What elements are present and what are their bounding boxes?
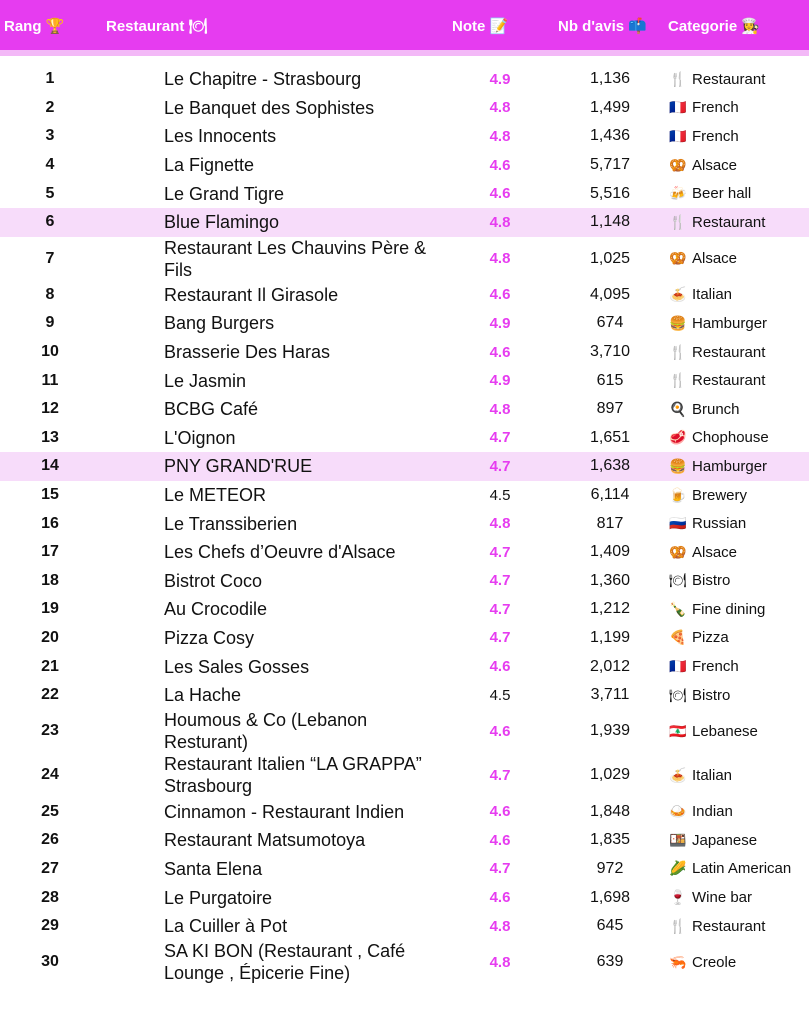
category-cell	[669, 855, 809, 884]
category-cell	[669, 237, 809, 281]
rating-cell: 4.9	[489, 372, 511, 390]
restaurant-name[interactable]: SA KI BON (Restaurant , Café Lounge , Épicerie Fine)	[164, 941, 406, 984]
rating-cell: 4.6	[489, 722, 511, 740]
table-row[interactable]	[0, 281, 809, 310]
category-icon: 🍱	[669, 831, 687, 848]
review-count: 1,638	[589, 457, 631, 475]
category-label: Brunch	[692, 400, 740, 418]
header-note[interactable]: Note 📝	[452, 18, 509, 35]
category-cell	[669, 753, 809, 797]
category-label: Restaurant	[692, 917, 766, 935]
restaurant-name[interactable]: Les Sales Gosses	[164, 656, 310, 677]
rank-cell: 16	[41, 514, 59, 532]
rank-cell: 23	[41, 722, 59, 740]
table-row[interactable]	[0, 509, 809, 538]
category-cell	[669, 624, 809, 653]
rating-cell: 4.6	[489, 889, 511, 907]
rating-cell: 4.8	[489, 250, 511, 268]
review-count: 5,516	[589, 184, 631, 202]
rank-cell: 18	[41, 571, 59, 589]
restaurant-name[interactable]: Bang Burgers	[164, 313, 275, 334]
category-label: Hamburger	[692, 314, 768, 332]
category-icon: 🦐	[669, 953, 687, 970]
review-count: 615	[596, 371, 624, 389]
review-count: 1,409	[589, 543, 631, 561]
table-row[interactable]	[0, 338, 809, 367]
category-label: Russian	[692, 515, 747, 533]
category-label: Bistro	[692, 686, 731, 704]
category-cell	[669, 481, 809, 510]
category-icon: 🍕	[669, 629, 687, 646]
table-row[interactable]	[0, 424, 809, 453]
restaurant-name[interactable]: Cinnamon - Restaurant Indien	[164, 801, 405, 822]
category-label: Wine bar	[692, 889, 753, 907]
category-label: Restaurant	[692, 70, 766, 88]
table-row[interactable]	[0, 179, 809, 208]
rating-cell: 4.6	[489, 185, 511, 203]
review-count: 2,012	[589, 657, 631, 675]
category-icon: 🇫🇷	[669, 99, 687, 116]
category-label: Italian	[692, 286, 733, 304]
restaurant-name[interactable]: Les Innocents	[164, 126, 277, 147]
category-cell	[669, 709, 809, 753]
rating-cell: 4.8	[489, 515, 511, 533]
category-cell	[669, 538, 809, 567]
category-cell	[669, 281, 809, 310]
rating-cell: 4.7	[489, 457, 511, 475]
rating-cell: 4.7	[489, 572, 511, 590]
rank-cell: 24	[41, 766, 59, 784]
rating-cell: 4.7	[489, 600, 511, 618]
review-count: 639	[596, 953, 624, 971]
review-count: 817	[596, 514, 624, 532]
category-cell	[669, 509, 809, 538]
rating-cell: 4.6	[489, 658, 511, 676]
table-row[interactable]	[0, 797, 809, 826]
category-cell	[669, 65, 809, 94]
restaurant-name[interactable]: Au Crocodile	[164, 599, 268, 620]
table-row[interactable]	[0, 912, 809, 941]
review-count: 1,848	[589, 802, 631, 820]
rank-cell: 15	[41, 486, 59, 504]
category-cell	[669, 883, 809, 912]
review-count: 1,148	[589, 213, 631, 231]
rank-cell: 7	[45, 249, 55, 267]
table-row[interactable]	[0, 237, 809, 281]
restaurant-name[interactable]: Le Chapitre - Strasbourg	[164, 69, 362, 90]
category-icon: 🍴	[669, 372, 687, 389]
rating-cell: 4.7	[489, 543, 511, 561]
review-count: 1,025	[589, 249, 631, 267]
category-icon: 🍳	[669, 400, 687, 417]
category-label: Alsace	[692, 156, 738, 174]
review-count: 3,711	[590, 686, 630, 704]
category-label: Italian	[692, 766, 733, 784]
rank-cell: 30	[41, 953, 59, 971]
restaurant-name[interactable]: Brasserie Des Haras	[164, 342, 331, 363]
rank-cell: 5	[45, 184, 55, 202]
rating-cell: 4.8	[489, 99, 511, 117]
table-row[interactable]	[0, 151, 809, 180]
restaurant-name[interactable]: BCBG Café	[164, 399, 259, 420]
category-label: Japanese	[692, 831, 758, 849]
table-row[interactable]	[0, 624, 809, 653]
rating-cell: 4.9	[489, 70, 511, 88]
category-label: Creole	[692, 953, 737, 971]
review-count: 1,499	[589, 98, 631, 116]
category-icon: 🍺	[669, 486, 687, 503]
rank-cell: 19	[41, 600, 59, 618]
review-count: 3,710	[589, 343, 631, 361]
table-row[interactable]	[0, 452, 809, 481]
table-row[interactable]	[0, 208, 809, 237]
review-count: 4,095	[589, 285, 631, 303]
category-label: Hamburger	[692, 457, 768, 475]
review-count: 1,199	[589, 628, 631, 646]
rank-cell: 21	[41, 657, 59, 675]
rank-cell: 17	[41, 543, 59, 561]
table-row[interactable]	[0, 309, 809, 338]
category-cell	[669, 122, 809, 151]
table-row[interactable]	[0, 595, 809, 624]
category-cell	[669, 208, 809, 237]
table-row[interactable]	[0, 94, 809, 123]
category-icon: 🍽	[669, 572, 687, 589]
rank-cell: 22	[41, 686, 59, 704]
table-row[interactable]	[0, 940, 809, 984]
rank-cell: 3	[45, 127, 55, 145]
category-icon: 🍔	[669, 314, 687, 331]
category-label: Lebanese	[692, 722, 758, 740]
category-label: Indian	[692, 803, 733, 821]
review-count: 1,835	[589, 831, 631, 849]
review-count: 1,212	[589, 600, 631, 618]
rating-cell: 4.8	[489, 917, 511, 935]
category-icon: 🍾	[669, 600, 687, 617]
table-row[interactable]	[0, 567, 809, 596]
rank-cell: 29	[41, 917, 59, 935]
category-cell	[669, 797, 809, 826]
table-row[interactable]	[0, 366, 809, 395]
restaurant-name[interactable]: La Hache	[164, 685, 242, 706]
category-cell	[669, 395, 809, 424]
category-icon: 🍴	[669, 70, 687, 87]
restaurant-name[interactable]: L'Oignon	[164, 427, 236, 448]
category-icon: 🍝	[669, 766, 687, 783]
category-icon: 🍴	[669, 213, 687, 230]
table-row[interactable]	[0, 122, 809, 151]
category-icon: 🍴	[669, 343, 687, 360]
rating-cell: 4.7	[489, 629, 511, 647]
category-cell	[669, 912, 809, 941]
table-row[interactable]	[0, 395, 809, 424]
table-row[interactable]	[0, 855, 809, 884]
rank-cell: 13	[41, 428, 59, 446]
rating-cell: 4.7	[489, 766, 511, 784]
category-icon: 🇷🇺	[669, 515, 687, 532]
rank-cell: 14	[41, 457, 59, 475]
category-cell	[669, 94, 809, 123]
rank-cell: 9	[45, 314, 55, 332]
restaurant-name[interactable]: Le Purgatoire	[164, 887, 273, 908]
table-row[interactable]	[0, 826, 809, 855]
category-label: Beer hall	[692, 185, 752, 203]
rank-cell: 25	[41, 802, 59, 820]
restaurant-name[interactable]: Restaurant Les Chauvins Père & Fils	[164, 237, 427, 280]
restaurant-name[interactable]: Santa Elena	[164, 858, 263, 879]
category-label: Restaurant	[692, 343, 766, 361]
category-cell	[669, 151, 809, 180]
table-row[interactable]	[0, 481, 809, 510]
category-label: Alsace	[692, 543, 738, 561]
review-count: 1,939	[589, 722, 631, 740]
restaurant-name[interactable]: Restaurant Il Girasole	[164, 284, 339, 305]
category-icon: 🥨	[669, 543, 687, 560]
rating-cell: 4.6	[489, 831, 511, 849]
category-cell	[669, 681, 809, 710]
rating-cell: 4.8	[489, 953, 511, 971]
category-icon: 🥨	[669, 156, 687, 173]
table-header	[0, 0, 809, 50]
table-row[interactable]	[0, 681, 809, 710]
category-cell	[669, 595, 809, 624]
review-count: 1,136	[589, 70, 631, 88]
category-cell	[669, 452, 809, 481]
rating-cell: 4.7	[489, 860, 511, 878]
category-label: Latin American	[692, 860, 792, 878]
review-count: 645	[596, 917, 624, 935]
table-row[interactable]	[0, 883, 809, 912]
table-row[interactable]	[0, 709, 809, 753]
category-icon: 🍽	[669, 686, 687, 703]
table-row[interactable]	[0, 65, 809, 94]
category-icon: 🍛	[669, 803, 687, 820]
category-icon: 🇱🇧	[669, 722, 687, 739]
restaurant-name[interactable]: Pizza Cosy	[164, 627, 255, 648]
category-label: French	[692, 127, 739, 145]
review-count: 1,436	[589, 127, 631, 145]
restaurant-name[interactable]: Le Jasmin	[164, 370, 247, 391]
table-row[interactable]	[0, 538, 809, 567]
category-cell	[669, 826, 809, 855]
restaurant-name[interactable]: Le Banquet des Sophistes	[164, 97, 375, 118]
category-icon: 🥩	[669, 429, 687, 446]
category-label: Bistro	[692, 572, 731, 590]
rating-cell: 4.6	[489, 286, 511, 304]
rating-cell: 4.8	[489, 213, 511, 231]
category-icon: 🍷	[669, 889, 687, 906]
rank-cell: 20	[41, 628, 59, 646]
restaurant-name[interactable]: Le Grand Tigre	[164, 183, 285, 204]
restaurant-table	[0, 65, 809, 984]
category-label: French	[692, 658, 739, 676]
review-count: 674	[596, 314, 624, 332]
review-count: 1,360	[589, 571, 631, 589]
category-label: French	[692, 99, 739, 117]
category-icon: 🇫🇷	[669, 658, 687, 675]
header-restaurant[interactable]: Restaurant 🍽	[106, 18, 208, 35]
rank-cell: 28	[41, 888, 59, 906]
rating-cell: 4.6	[489, 803, 511, 821]
restaurant-name[interactable]: La Fignette	[164, 155, 255, 176]
restaurant-name[interactable]: Restaurant Italien “LA GRAPPA” Strasbourg	[164, 754, 422, 797]
restaurant-name[interactable]: Blue Flamingo	[164, 212, 280, 233]
category-cell	[669, 567, 809, 596]
category-cell	[669, 652, 809, 681]
review-count: 972	[596, 859, 624, 877]
header-rang[interactable]: Rang 🏆	[4, 18, 65, 35]
category-cell	[669, 940, 809, 984]
category-label: Alsace	[692, 250, 738, 268]
rank-cell: 12	[41, 400, 59, 418]
category-label: Restaurant	[692, 372, 766, 390]
category-label: Chophouse	[692, 429, 769, 447]
restaurant-name[interactable]: Restaurant Matsumotoya	[164, 830, 366, 851]
category-label: Fine dining	[692, 600, 766, 618]
review-count: 1,029	[589, 766, 631, 784]
header-categorie[interactable]: Categorie 👩‍🍳	[668, 18, 761, 35]
table-row[interactable]	[0, 652, 809, 681]
review-count: 5,717	[589, 156, 631, 174]
rating-cell: 4.5	[489, 686, 511, 704]
review-count: 1,651	[589, 428, 631, 446]
category-cell	[669, 366, 809, 395]
restaurant-name[interactable]: Bistrot Coco	[164, 570, 263, 591]
review-count: 1,698	[589, 888, 631, 906]
rank-cell: 26	[41, 831, 59, 849]
rank-cell: 4	[45, 156, 55, 174]
rank-cell: 27	[41, 859, 59, 877]
rating-cell: 4.9	[489, 314, 511, 332]
rating-cell: 4.8	[489, 127, 511, 145]
header-divider	[0, 50, 809, 56]
category-icon: 🌽	[669, 860, 687, 877]
restaurant-name[interactable]: La Cuiller à Pot	[164, 916, 288, 937]
review-count: 6,114	[590, 486, 630, 504]
restaurant-name[interactable]: Le Transsiberien	[164, 513, 298, 534]
rank-cell: 6	[45, 213, 55, 231]
category-cell	[669, 424, 809, 453]
header-avis[interactable]: Nb d'avis 📫	[558, 18, 647, 35]
rank-cell: 11	[41, 371, 59, 389]
rank-cell: 10	[41, 343, 59, 361]
rank-cell: 1	[45, 70, 55, 88]
restaurant-name[interactable]: Houmous & Co (Lebanon Resturant)	[164, 710, 368, 753]
restaurant-name[interactable]: PNY GRAND'RUE	[164, 456, 313, 477]
restaurant-name[interactable]: Le METEOR	[164, 485, 267, 506]
category-label: Restaurant	[692, 213, 766, 231]
category-cell	[669, 179, 809, 208]
rank-cell: 2	[45, 98, 55, 116]
category-icon: 🇫🇷	[669, 127, 687, 144]
rating-cell: 4.7	[489, 429, 511, 447]
restaurant-name[interactable]: Les Chefs d’Oeuvre d'Alsace	[164, 542, 396, 563]
rank-cell: 8	[45, 285, 55, 303]
category-icon: 🍝	[669, 286, 687, 303]
rating-cell: 4.5	[489, 486, 511, 504]
category-icon: 🍻	[669, 185, 687, 202]
category-icon: 🥨	[669, 250, 687, 267]
review-count: 897	[596, 400, 624, 418]
category-label: Brewery	[692, 486, 748, 504]
category-label: Pizza	[692, 629, 729, 647]
rating-cell: 4.6	[489, 156, 511, 174]
category-cell	[669, 309, 809, 338]
rating-cell: 4.6	[489, 343, 511, 361]
category-icon: 🍔	[669, 457, 687, 474]
category-cell	[669, 338, 809, 367]
table-row[interactable]	[0, 753, 809, 797]
rating-cell: 4.8	[489, 400, 511, 418]
category-icon: 🍴	[669, 917, 687, 934]
